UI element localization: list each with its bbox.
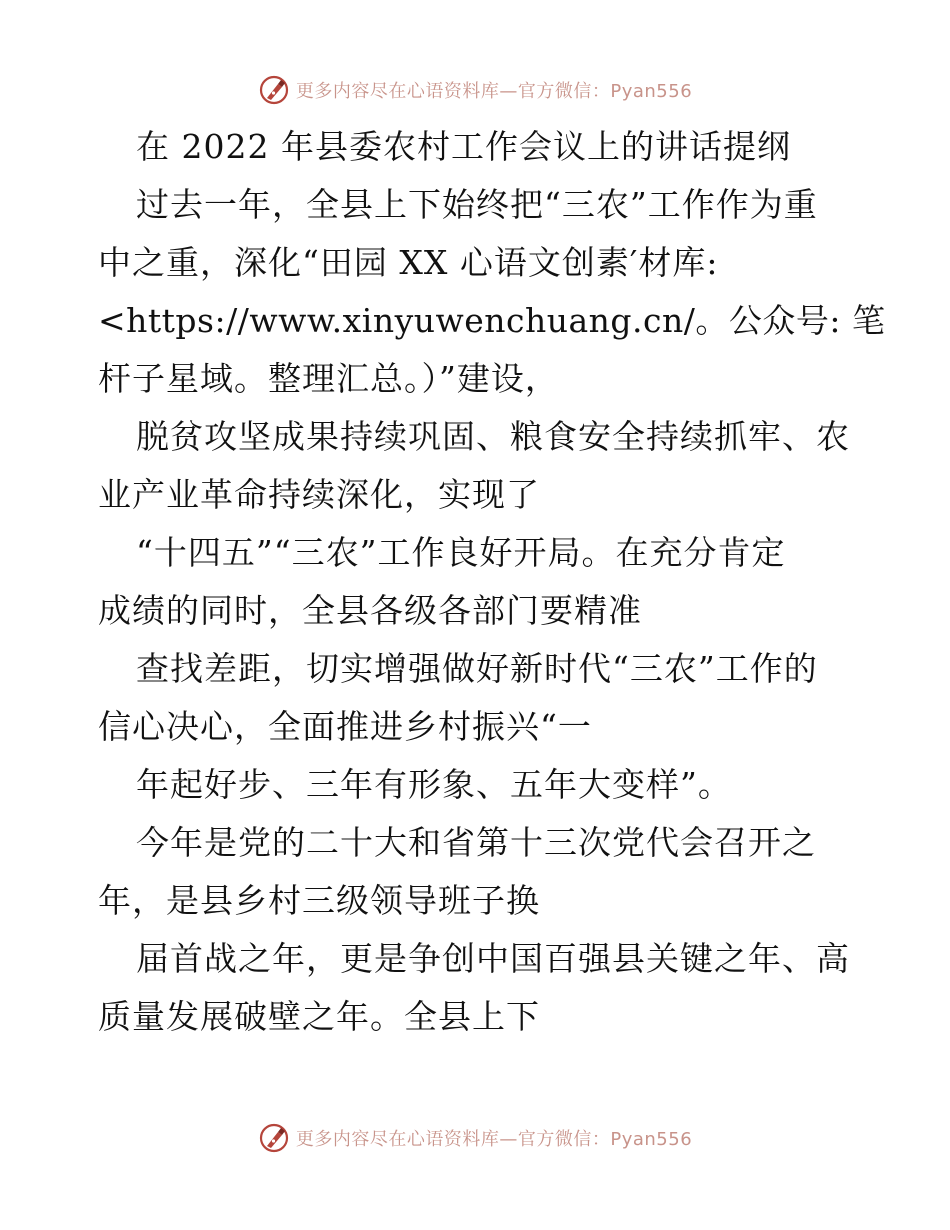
pen-nib-logo-icon [258, 1122, 290, 1154]
paragraph-line-url: <https://www.xinyuwenchuang.cn/。公众号: 笔 [98, 301, 886, 340]
pen-nib-logo-icon [258, 74, 290, 106]
paragraph-line: 信心决心，全面推进乡村振兴“一 [98, 707, 592, 746]
paragraph-line: 质量发展破壁之年。全县上下 [98, 997, 540, 1036]
document-title: 在 2022 年县委农村工作会议上的讲话提纲 [136, 127, 791, 166]
paragraph-line: 年，是县乡村三级领导班子换 [98, 881, 540, 920]
paragraph-line: 过去一年，全县上下始终把“三农”工作作为重 [136, 185, 818, 224]
header-banner [0, 70, 950, 110]
paragraph-line: 今年是党的二十大和省第十三次党代会召开之 [136, 823, 816, 862]
paragraph-line: 脱贫攻坚成果持续巩固、粮食安全持续抓牢、农 [136, 417, 850, 456]
paragraph-line: 查找差距，切实增强做好新时代“三农”工作的 [136, 649, 818, 688]
paragraph-line: 届首战之年，更是争创中国百强县关键之年、高 [136, 939, 850, 978]
paragraph-line: 业产业革命持续深化，实现了 [98, 475, 540, 514]
paragraph-line: 杆子星域。整理汇总。）”建设， [98, 359, 559, 398]
banner-text: 更多内容尽在心语资料库—官方微信：Pyan556 [295, 1129, 693, 1150]
paragraph-line: “十四五”“三农”工作良好开局。在充分肯定 [136, 533, 786, 572]
document-body [98, 118, 886, 1046]
footer-banner [0, 1118, 950, 1158]
paragraph-line: 成绩的同时，全县各级各部门要精准 [98, 591, 642, 630]
banner-text: 更多内容尽在心语资料库—官方微信：Pyan556 [295, 81, 693, 102]
paragraph-line: 年起好步、三年有形象、五年大变样”。 [136, 765, 732, 804]
paragraph-line: 中之重，深化“田园 XX 心语文创素′材库: [98, 243, 719, 282]
